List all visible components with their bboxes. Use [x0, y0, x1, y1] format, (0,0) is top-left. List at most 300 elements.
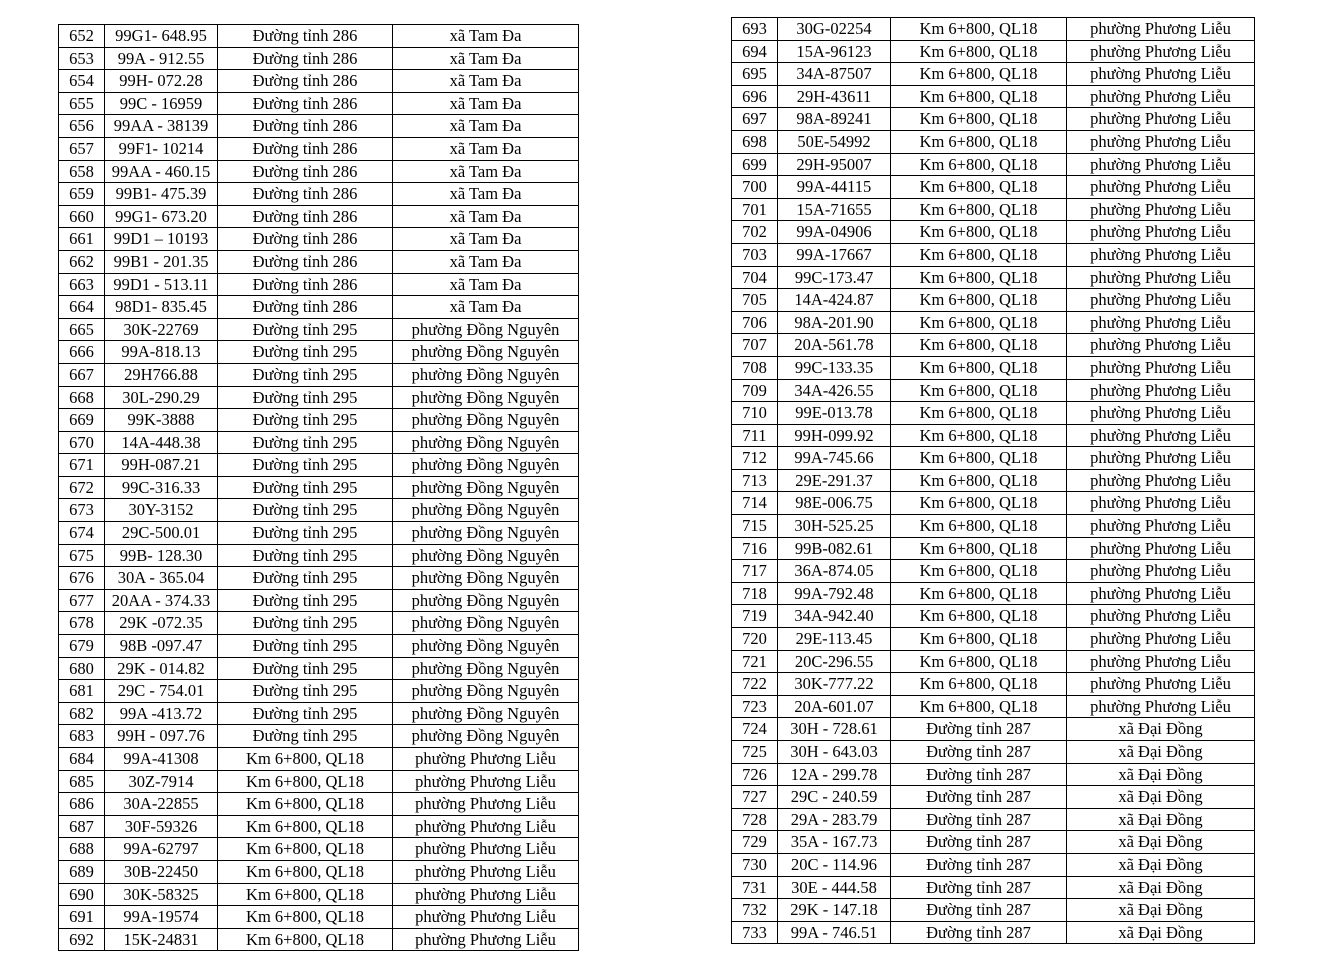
- location-cell: Đường tỉnh 286: [218, 296, 393, 319]
- row-number-cell: 674: [59, 522, 105, 545]
- table-row: [732, 311, 1255, 334]
- table-row: [732, 153, 1255, 176]
- row-number-cell: 724: [732, 718, 778, 741]
- location-cell: Km 6+800, QL18: [891, 605, 1067, 628]
- location-cell: Km 6+800, QL18: [891, 469, 1067, 492]
- ward-cell: phường Phương Liễu: [393, 770, 579, 793]
- location-cell: Km 6+800, QL18: [218, 815, 393, 838]
- ward-cell: phường Phương Liễu: [1067, 198, 1255, 221]
- ward-cell: phường Đồng Nguyên: [393, 589, 579, 612]
- location-cell: Km 6+800, QL18: [891, 40, 1067, 63]
- plate-number-cell: 30Z-7914: [105, 770, 218, 793]
- ward-cell: phường Phương Liễu: [1067, 492, 1255, 515]
- ward-cell: phường Phương Liễu: [1067, 537, 1255, 560]
- table-row: [732, 424, 1255, 447]
- table-row: [732, 741, 1255, 764]
- location-cell: Km 6+800, QL18: [891, 18, 1067, 41]
- table-row: [59, 160, 579, 183]
- table-row: [732, 650, 1255, 673]
- plate-number-cell: 20C - 114.96: [778, 853, 891, 876]
- row-number-cell: 712: [732, 447, 778, 470]
- table-row: [59, 815, 579, 838]
- row-number-cell: 690: [59, 883, 105, 906]
- table-row: [59, 70, 579, 93]
- plate-number-cell: 29E-113.45: [778, 628, 891, 651]
- table-row: [59, 567, 579, 590]
- location-cell: Đường tỉnh 295: [218, 522, 393, 545]
- plate-number-cell: 98D1- 835.45: [105, 296, 218, 319]
- ward-cell: xã Tam Đa: [393, 25, 579, 48]
- location-cell: Đường tỉnh 295: [218, 702, 393, 725]
- location-cell: Đường tỉnh 287: [891, 786, 1067, 809]
- table-row: [732, 176, 1255, 199]
- ward-cell: phường Phương Liễu: [1067, 424, 1255, 447]
- table-row: [732, 763, 1255, 786]
- location-cell: Km 6+800, QL18: [218, 928, 393, 951]
- location-cell: Đường tỉnh 287: [891, 763, 1067, 786]
- location-cell: Km 6+800, QL18: [891, 402, 1067, 425]
- row-number-cell: 672: [59, 476, 105, 499]
- location-cell: Đường tỉnh 286: [218, 25, 393, 48]
- ward-cell: phường Phương Liễu: [1067, 673, 1255, 696]
- row-number-cell: 708: [732, 356, 778, 379]
- row-number-cell: 722: [732, 673, 778, 696]
- table-row: [59, 273, 579, 296]
- row-number-cell: 667: [59, 363, 105, 386]
- row-number-cell: 715: [732, 515, 778, 538]
- table-body: [732, 18, 1255, 944]
- table-row: [732, 63, 1255, 86]
- location-cell: Km 6+800, QL18: [891, 492, 1067, 515]
- location-cell: Đường tỉnh 295: [218, 318, 393, 341]
- table-row: [732, 402, 1255, 425]
- ward-cell: xã Đại Đồng: [1067, 763, 1255, 786]
- plate-number-cell: 30H-525.25: [778, 515, 891, 538]
- ward-cell: phường Phương Liễu: [1067, 560, 1255, 583]
- row-number-cell: 731: [732, 876, 778, 899]
- table-row: [732, 921, 1255, 944]
- location-cell: Km 6+800, QL18: [891, 582, 1067, 605]
- row-number-cell: 701: [732, 198, 778, 221]
- row-number-cell: 719: [732, 605, 778, 628]
- table-row: [59, 860, 579, 883]
- row-number-cell: 711: [732, 424, 778, 447]
- plate-number-cell: 99A-62797: [105, 838, 218, 861]
- location-cell: Đường tỉnh 295: [218, 612, 393, 635]
- row-number-cell: 693: [732, 18, 778, 41]
- table-row: [732, 130, 1255, 153]
- row-number-cell: 692: [59, 928, 105, 951]
- row-number-cell: 728: [732, 808, 778, 831]
- plate-number-cell: 99A - 746.51: [778, 921, 891, 944]
- ward-cell: xã Tam Đa: [393, 296, 579, 319]
- row-number-cell: 677: [59, 589, 105, 612]
- plate-number-cell: 15A-71655: [778, 198, 891, 221]
- table-row: [732, 582, 1255, 605]
- table-row: [59, 318, 579, 341]
- ward-cell: phường Phương Liễu: [1067, 221, 1255, 244]
- ward-cell: xã Đại Đồng: [1067, 921, 1255, 944]
- table-row: [59, 363, 579, 386]
- location-cell: Đường tỉnh 286: [218, 115, 393, 138]
- table-row: [732, 334, 1255, 357]
- table-row: [732, 289, 1255, 312]
- plate-number-cell: 20A-601.07: [778, 695, 891, 718]
- violation-table-right: [731, 17, 1255, 944]
- plate-number-cell: 29E-291.37: [778, 469, 891, 492]
- ward-cell: phường Phương Liễu: [393, 860, 579, 883]
- plate-number-cell: 15K-24831: [105, 928, 218, 951]
- row-number-cell: 732: [732, 899, 778, 922]
- plate-number-cell: 99C-133.35: [778, 356, 891, 379]
- row-number-cell: 697: [732, 108, 778, 131]
- table-row: [732, 18, 1255, 41]
- table-row: [59, 341, 579, 364]
- ward-cell: phường Phương Liễu: [1067, 153, 1255, 176]
- ward-cell: xã Tam Đa: [393, 205, 579, 228]
- table-row: [732, 718, 1255, 741]
- location-cell: Km 6+800, QL18: [891, 356, 1067, 379]
- table-row: [732, 605, 1255, 628]
- row-number-cell: 678: [59, 612, 105, 635]
- table-row: [59, 386, 579, 409]
- table-row: [59, 770, 579, 793]
- location-cell: Km 6+800, QL18: [218, 793, 393, 816]
- location-cell: Km 6+800, QL18: [891, 153, 1067, 176]
- row-number-cell: 729: [732, 831, 778, 854]
- ward-cell: phường Đồng Nguyên: [393, 318, 579, 341]
- table-row: [732, 537, 1255, 560]
- row-number-cell: 685: [59, 770, 105, 793]
- plate-number-cell: 99H-099.92: [778, 424, 891, 447]
- table-row: [732, 808, 1255, 831]
- location-cell: Km 6+800, QL18: [891, 63, 1067, 86]
- table-row: [732, 243, 1255, 266]
- plate-number-cell: 99A-17667: [778, 243, 891, 266]
- ward-cell: xã Tam Đa: [393, 228, 579, 251]
- table-row: [59, 92, 579, 115]
- location-cell: Km 6+800, QL18: [891, 108, 1067, 131]
- ward-cell: xã Tam Đa: [393, 115, 579, 138]
- plate-number-cell: 20A-561.78: [778, 334, 891, 357]
- location-cell: Đường tỉnh 295: [218, 680, 393, 703]
- ward-cell: xã Tam Đa: [393, 250, 579, 273]
- row-number-cell: 673: [59, 499, 105, 522]
- row-number-cell: 717: [732, 560, 778, 583]
- plate-number-cell: 30K-58325: [105, 883, 218, 906]
- row-number-cell: 671: [59, 454, 105, 477]
- row-number-cell: 726: [732, 763, 778, 786]
- location-cell: Km 6+800, QL18: [891, 560, 1067, 583]
- ward-cell: phường Phương Liễu: [1067, 515, 1255, 538]
- plate-number-cell: 30F-59326: [105, 815, 218, 838]
- ward-cell: phường Đồng Nguyên: [393, 363, 579, 386]
- table-row: [59, 183, 579, 206]
- plate-number-cell: 29K - 147.18: [778, 899, 891, 922]
- location-cell: Đường tỉnh 286: [218, 47, 393, 70]
- plate-number-cell: 30A - 365.04: [105, 567, 218, 590]
- row-number-cell: 706: [732, 311, 778, 334]
- ward-cell: phường Đồng Nguyên: [393, 409, 579, 432]
- ward-cell: phường Đồng Nguyên: [393, 454, 579, 477]
- ward-cell: phường Phương Liễu: [1067, 18, 1255, 41]
- plate-number-cell: 14A-424.87: [778, 289, 891, 312]
- table-row: [59, 431, 579, 454]
- location-cell: Đường tỉnh 295: [218, 499, 393, 522]
- ward-cell: phường Đồng Nguyên: [393, 567, 579, 590]
- plate-number-cell: 99C-316.33: [105, 476, 218, 499]
- plate-number-cell: 29A - 283.79: [778, 808, 891, 831]
- ward-cell: xã Đại Đồng: [1067, 831, 1255, 854]
- row-number-cell: 664: [59, 296, 105, 319]
- plate-number-cell: 30Y-3152: [105, 499, 218, 522]
- row-number-cell: 696: [732, 85, 778, 108]
- row-number-cell: 652: [59, 25, 105, 48]
- ward-cell: xã Tam Đa: [393, 273, 579, 296]
- ward-cell: phường Phương Liễu: [1067, 40, 1255, 63]
- location-cell: Km 6+800, QL18: [891, 266, 1067, 289]
- table-row: [59, 137, 579, 160]
- plate-number-cell: 30H - 643.03: [778, 741, 891, 764]
- ward-cell: phường Phương Liễu: [1067, 628, 1255, 651]
- ward-cell: phường Phương Liễu: [1067, 379, 1255, 402]
- row-number-cell: 668: [59, 386, 105, 409]
- table-row: [59, 250, 579, 273]
- ward-cell: phường Phương Liễu: [1067, 447, 1255, 470]
- plate-number-cell: 99C-173.47: [778, 266, 891, 289]
- plate-number-cell: 99D1 - 513.11: [105, 273, 218, 296]
- location-cell: Đường tỉnh 287: [891, 899, 1067, 922]
- plate-number-cell: 99H - 097.76: [105, 725, 218, 748]
- location-cell: Km 6+800, QL18: [891, 311, 1067, 334]
- plate-number-cell: 99F1- 10214: [105, 137, 218, 160]
- table-row: [59, 612, 579, 635]
- plate-number-cell: 29C - 754.01: [105, 680, 218, 703]
- location-cell: Đường tỉnh 287: [891, 808, 1067, 831]
- plate-number-cell: 34A-942.40: [778, 605, 891, 628]
- table-row: [59, 296, 579, 319]
- table-row: [732, 266, 1255, 289]
- ward-cell: phường Phương Liễu: [1067, 289, 1255, 312]
- row-number-cell: 720: [732, 628, 778, 651]
- plate-number-cell: 99A-792.48: [778, 582, 891, 605]
- location-cell: Đường tỉnh 295: [218, 431, 393, 454]
- table-row: [59, 928, 579, 951]
- ward-cell: phường Phương Liễu: [393, 748, 579, 771]
- table-row: [59, 47, 579, 70]
- plate-number-cell: 34A-87507: [778, 63, 891, 86]
- row-number-cell: 679: [59, 635, 105, 658]
- location-cell: Km 6+800, QL18: [218, 860, 393, 883]
- location-cell: Đường tỉnh 295: [218, 341, 393, 364]
- ward-cell: xã Tam Đa: [393, 160, 579, 183]
- plate-number-cell: 30K-777.22: [778, 673, 891, 696]
- plate-number-cell: 12A - 299.78: [778, 763, 891, 786]
- ward-cell: xã Tam Đa: [393, 70, 579, 93]
- table-row: [732, 899, 1255, 922]
- plate-number-cell: 98A-201.90: [778, 311, 891, 334]
- row-number-cell: 698: [732, 130, 778, 153]
- row-number-cell: 686: [59, 793, 105, 816]
- location-cell: Đường tỉnh 295: [218, 725, 393, 748]
- row-number-cell: 714: [732, 492, 778, 515]
- ward-cell: phường Phương Liễu: [393, 838, 579, 861]
- location-cell: Đường tỉnh 287: [891, 718, 1067, 741]
- plate-number-cell: 29H766.88: [105, 363, 218, 386]
- location-cell: Đường tỉnh 295: [218, 386, 393, 409]
- plate-number-cell: 30A-22855: [105, 793, 218, 816]
- ward-cell: phường Phương Liễu: [393, 793, 579, 816]
- location-cell: Đường tỉnh 295: [218, 454, 393, 477]
- location-cell: Đường tỉnh 295: [218, 657, 393, 680]
- table-row: [59, 883, 579, 906]
- table-row: [732, 673, 1255, 696]
- table-row: [59, 680, 579, 703]
- plate-number-cell: 99D1 – 10193: [105, 228, 218, 251]
- ward-cell: phường Đồng Nguyên: [393, 499, 579, 522]
- ward-cell: phường Phương Liễu: [1067, 605, 1255, 628]
- location-cell: Đường tỉnh 287: [891, 853, 1067, 876]
- row-number-cell: 658: [59, 160, 105, 183]
- plate-number-cell: 29H-43611: [778, 85, 891, 108]
- row-number-cell: 681: [59, 680, 105, 703]
- plate-number-cell: 99E-013.78: [778, 402, 891, 425]
- table-row: [732, 515, 1255, 538]
- plate-number-cell: 99B-082.61: [778, 537, 891, 560]
- ward-cell: xã Đại Đồng: [1067, 853, 1255, 876]
- location-cell: Km 6+800, QL18: [218, 906, 393, 929]
- plate-number-cell: 99B1 - 201.35: [105, 250, 218, 273]
- row-number-cell: 688: [59, 838, 105, 861]
- location-cell: Đường tỉnh 286: [218, 228, 393, 251]
- table-row: [59, 409, 579, 432]
- plate-number-cell: 98B -097.47: [105, 635, 218, 658]
- plate-number-cell: 20AA - 374.33: [105, 589, 218, 612]
- table-row: [732, 40, 1255, 63]
- row-number-cell: 689: [59, 860, 105, 883]
- table-body: [59, 25, 579, 951]
- location-cell: Km 6+800, QL18: [891, 695, 1067, 718]
- plate-number-cell: 99AA - 460.15: [105, 160, 218, 183]
- ward-cell: phường Phương Liễu: [1067, 85, 1255, 108]
- table-row: [732, 492, 1255, 515]
- plate-number-cell: 99B1- 475.39: [105, 183, 218, 206]
- row-number-cell: 669: [59, 409, 105, 432]
- location-cell: Km 6+800, QL18: [891, 198, 1067, 221]
- row-number-cell: 730: [732, 853, 778, 876]
- row-number-cell: 687: [59, 815, 105, 838]
- plate-number-cell: 99B- 128.30: [105, 544, 218, 567]
- location-cell: Km 6+800, QL18: [891, 243, 1067, 266]
- ward-cell: phường Phương Liễu: [393, 883, 579, 906]
- table-row: [59, 589, 579, 612]
- location-cell: Đường tỉnh 286: [218, 250, 393, 273]
- plate-number-cell: 50E-54992: [778, 130, 891, 153]
- row-number-cell: 707: [732, 334, 778, 357]
- table-row: [732, 831, 1255, 854]
- ward-cell: xã Đại Đồng: [1067, 718, 1255, 741]
- location-cell: Km 6+800, QL18: [891, 650, 1067, 673]
- location-cell: Đường tỉnh 295: [218, 589, 393, 612]
- table-row: [732, 447, 1255, 470]
- row-number-cell: 725: [732, 741, 778, 764]
- ward-cell: xã Đại Đồng: [1067, 808, 1255, 831]
- plate-number-cell: 30B-22450: [105, 860, 218, 883]
- location-cell: Đường tỉnh 295: [218, 635, 393, 658]
- ward-cell: phường Phương Liễu: [1067, 469, 1255, 492]
- plate-number-cell: 99A-41308: [105, 748, 218, 771]
- row-number-cell: 653: [59, 47, 105, 70]
- table-row: [59, 228, 579, 251]
- location-cell: Km 6+800, QL18: [891, 537, 1067, 560]
- table-row: [59, 906, 579, 929]
- location-cell: Đường tỉnh 286: [218, 70, 393, 93]
- plate-number-cell: 99A-19574: [105, 906, 218, 929]
- location-cell: Km 6+800, QL18: [218, 748, 393, 771]
- row-number-cell: 700: [732, 176, 778, 199]
- location-cell: Đường tỉnh 286: [218, 183, 393, 206]
- ward-cell: phường Phương Liễu: [1067, 650, 1255, 673]
- table-row: [732, 198, 1255, 221]
- row-number-cell: 661: [59, 228, 105, 251]
- plate-number-cell: 34A-426.55: [778, 379, 891, 402]
- plate-number-cell: 30G-02254: [778, 18, 891, 41]
- row-number-cell: 695: [732, 63, 778, 86]
- table-row: [732, 221, 1255, 244]
- location-cell: Đường tỉnh 287: [891, 876, 1067, 899]
- location-cell: Đường tỉnh 295: [218, 363, 393, 386]
- table-row: [59, 635, 579, 658]
- ward-cell: xã Đại Đồng: [1067, 786, 1255, 809]
- row-number-cell: 682: [59, 702, 105, 725]
- table-row: [732, 85, 1255, 108]
- ward-cell: phường Phương Liễu: [1067, 176, 1255, 199]
- table-row: [732, 853, 1255, 876]
- location-cell: Đường tỉnh 295: [218, 409, 393, 432]
- row-number-cell: 657: [59, 137, 105, 160]
- location-cell: Km 6+800, QL18: [218, 770, 393, 793]
- location-cell: Đường tỉnh 295: [218, 567, 393, 590]
- row-number-cell: 699: [732, 153, 778, 176]
- location-cell: Km 6+800, QL18: [891, 85, 1067, 108]
- plate-number-cell: 30H - 728.61: [778, 718, 891, 741]
- table-row: [59, 476, 579, 499]
- location-cell: Đường tỉnh 287: [891, 831, 1067, 854]
- row-number-cell: 654: [59, 70, 105, 93]
- plate-number-cell: 30K-22769: [105, 318, 218, 341]
- location-cell: Đường tỉnh 287: [891, 921, 1067, 944]
- table-row: [59, 25, 579, 48]
- row-number-cell: 704: [732, 266, 778, 289]
- row-number-cell: 702: [732, 221, 778, 244]
- location-cell: Đường tỉnh 286: [218, 137, 393, 160]
- row-number-cell: 718: [732, 582, 778, 605]
- plate-number-cell: 29K -072.35: [105, 612, 218, 635]
- location-cell: Km 6+800, QL18: [891, 424, 1067, 447]
- ward-cell: phường Đồng Nguyên: [393, 341, 579, 364]
- ward-cell: phường Phương Liễu: [1067, 243, 1255, 266]
- table-row: [732, 786, 1255, 809]
- plate-number-cell: 99AA - 38139: [105, 115, 218, 138]
- table-row: [59, 793, 579, 816]
- plate-number-cell: 99G1- 673.20: [105, 205, 218, 228]
- ward-cell: phường Phương Liễu: [393, 815, 579, 838]
- table-row: [732, 560, 1255, 583]
- location-cell: Đường tỉnh 286: [218, 92, 393, 115]
- row-number-cell: 713: [732, 469, 778, 492]
- location-cell: Km 6+800, QL18: [891, 176, 1067, 199]
- plate-number-cell: 29C-500.01: [105, 522, 218, 545]
